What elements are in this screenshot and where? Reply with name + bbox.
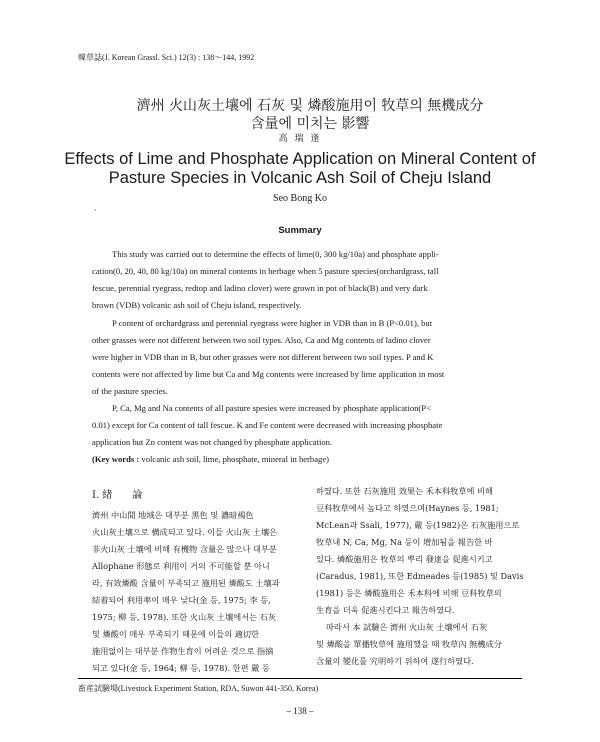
journal-citation: 韓草誌(J. Korean Grassl. Sci.) 12(3) : 138～144, 1992 [78,53,255,62]
page-number: – 138 – [286,706,314,716]
abstract-line: were higher in VDB than in B, but other grasses were not different between two soil types. P and K [92,352,434,362]
abstract-line: fescue, perennial ryegrass, redtop and ladino clover) were grown in pot of black(B) and very dark [92,283,428,293]
body-line-left: 結着되어 利用率이 매우 낮다(金 등, 1975; 李 등, [92,595,271,605]
abstract-line: contents were not affected by lime but Ca and Mg contents were increased by lime application in most [92,369,445,379]
abstract-line: This study was carried out to determine the effects of lime(0, 300 kg/10a) and phosphate appli- [112,249,439,259]
abstract-line: of the pasture species. [92,386,168,396]
body-line-left: 施用없이는 대부분 作物生育이 어려운 것으로 指摘 [92,646,274,656]
author-dot-mark: · [94,206,97,215]
body-line-left: 되고 있다(金 등, 1964; 柳 등, 1978). 한편 嚴 등 [92,663,270,673]
body-line-right: 牧草내 N, Ca, Mg, Na 등이 增加됨을 報告한 바 [316,537,493,547]
keywords-line [92,454,329,464]
body-line-right: 하였다. 또한 石灰施用 效果는 禾本科牧草에 비해 [316,486,493,496]
body-line-right: (Caradus, 1981), 또한 Edmeades 등(1985) 및 Davis [316,571,524,581]
section-1-heading: Ⅰ. 緖 論 [92,490,143,501]
body-line-left: 1975; 柳 등, 1978). 또한 火山灰 土壤에서는 石灰 [92,612,277,622]
footnote-affiliation: 畜産試驗場(Livestock Experiment Station, RDA, Suwon 441-350, Korea) [78,684,319,693]
abstract-line: application but Zn content was not changed by phosphate application. [92,437,333,447]
abstract-line: brown (VDB) volcanic ash soil of Cheju island, respectively. [92,300,302,310]
abstract-line: P, Ca, Mg and Na contents of all pasture spesies were increased by phosphate application(P< [112,403,431,413]
body-line-right: 따라서 本 試驗은 濟州 火山灰 土壤에서 石灰 [326,622,488,632]
keywords-label: (Key words : [92,454,140,464]
body-line-left: 및 燐酸이 매우 부족되기 때문에 이들의 適切한 [92,629,260,639]
abstract-line: 0.01) except for Ca content of tall fescue. K and Fe content were decreased with increasing phosphate [92,420,443,430]
body-line-left: Allophane 形態로 利用이 거의 不可能할 뿐 아니 [92,561,270,571]
body-line-left: 濟州 中山間 地域은 대부분 黑色 및 濃暗褐色 [92,510,254,520]
korean-author: 高 瑞 逢 [278,134,322,144]
keywords-text: volcanic ash soil, lime, phosphate, mineral in herbage) [141,454,329,464]
english-title-line-2: Pasture Species in Volcanic Ash Soil of Cheju Island [108,169,492,187]
abstract-line: P content of orchardgrass and perennial ryegrass were higher in VDB than in B (P<0.01), but [112,318,433,328]
body-line-left: 火山灰土壤으로 構成되고 있다. 이들 火山灰 土壤은 [92,527,278,537]
english-title-line-1: Effects of Lime and Phosphate Application on Mineral Content of [64,150,536,168]
korean-title-line-2: 含量에 미치는 影響 [250,116,370,132]
body-line-right: 및 燐酸을 單播牧草에 施用했을 때 牧草內 無機成分 [316,639,502,649]
english-author: Seo Bong Ko [273,193,327,204]
body-line-right: (1981) 등은 燐酸施用은 禾本科에 비해 豆科牧草의 [316,588,502,598]
summary-heading: Summary [278,225,322,236]
body-line-right: McLean과 Ssali, 1977), 嚴 등(1982)은 石灰施用으로 [316,520,520,530]
korean-title-line-1: 濟州 火山灰土壤에 石灰 및 燐酸施用이 牧草의 無機成分 [136,98,484,114]
body-line-right: 豆科牧草에서 높다고 하였으며(Haynes 등, 1981; [316,503,499,513]
body-line-left: 非火山灰 土壤에 비해 有機物 含量은 많으나 대부분 [92,544,277,554]
body-line-right: 있다. 燐酸施用은 牧草의 뿌리 發達을 促進시키고 [316,554,493,564]
body-line-right: 生育을 더욱 促進시킨다고 報告하였다. [316,605,455,615]
body-line-right: 含量의 變化를 究明하기 위하여 遂行하였다. [316,656,474,666]
abstract-line: other grasses were not different between two soil types. Also, Ca and Mg contents of ladino clover [92,335,431,345]
abstract-line: cation(0, 20, 40, 80 kg/10a) on mineral contents in herbage when 5 pasture species(orchardgrass, tall [92,266,439,276]
footnote-rule [78,678,522,679]
body-line-left: 라, 有效燐酸 含量이 부족되고 施用된 燐酸도 土壤과 [92,578,280,588]
